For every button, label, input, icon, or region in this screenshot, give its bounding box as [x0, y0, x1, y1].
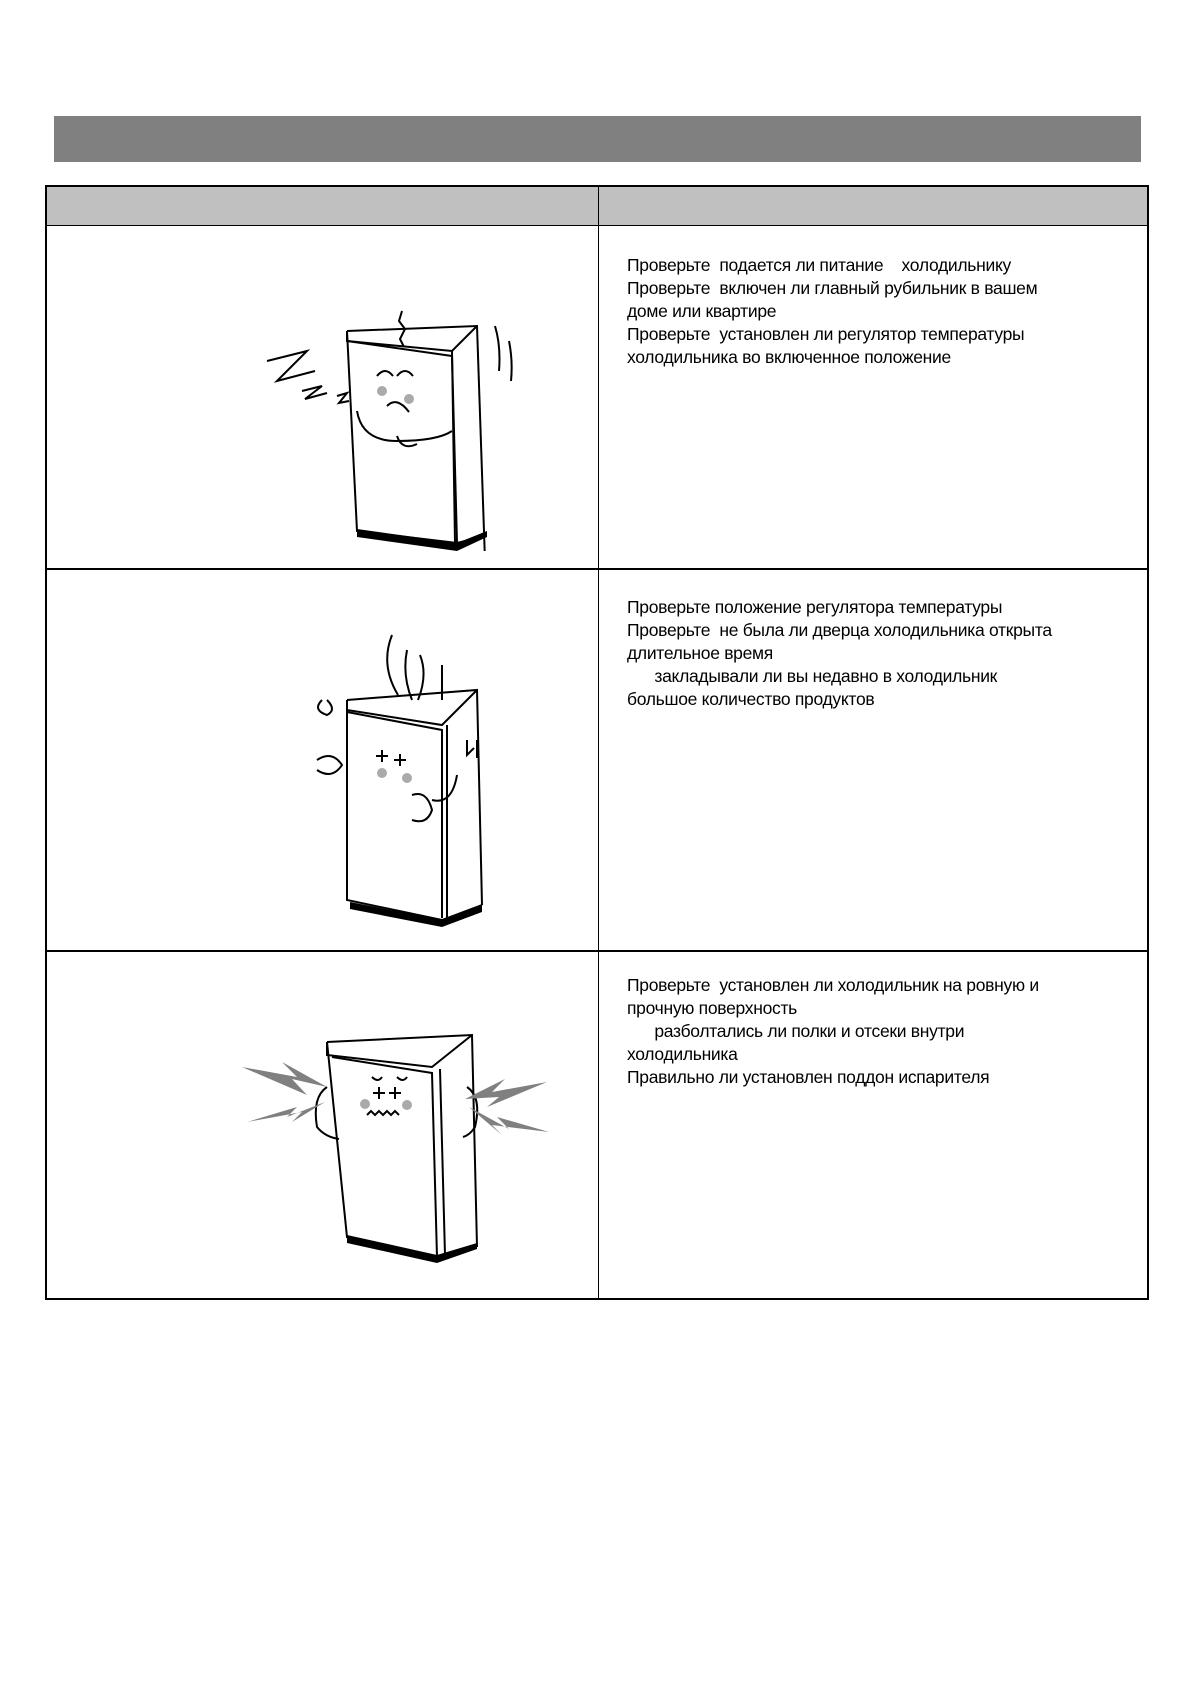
table-row [47, 950, 1147, 1298]
solution-line: холодильника во включенное положение [627, 347, 951, 367]
solution-cell [627, 952, 1137, 1320]
solution-line: Проверьте не была ли дверца холодильника открыта [627, 620, 1052, 640]
solution-line: закладывали ли вы недавно в холодильник [627, 666, 998, 686]
solution-line: Проверьте включен ли главный рубильник в вашем [627, 278, 1038, 298]
problem-cell [47, 570, 598, 950]
solution-line: холодильника [627, 1044, 738, 1064]
solution-line: Проверьте подается ли питание холодильнику [627, 255, 1011, 275]
solution-cell [627, 226, 1137, 596]
header-problem [47, 187, 598, 226]
solution-line: Проверьте установлен ли регулятор температуры [627, 324, 1025, 344]
solution-line: Проверьте положение регулятора температуры [627, 597, 1003, 617]
section-title-bar [54, 116, 1141, 162]
solution-line: Проверьте установлен ли холодильник на ровную и [627, 975, 1039, 995]
table-row [47, 568, 1147, 950]
noisy-refrigerator-icon [237, 1007, 557, 1277]
solution-cell [627, 570, 1137, 976]
solution-line: Правильно ли установлен поддон испарителя [627, 1067, 990, 1087]
solution-line: доме или квартире [627, 301, 777, 321]
solution-line: разболтались ли полки и отсеки внутри [627, 1021, 965, 1041]
table-row [47, 226, 1147, 568]
solution-line: большое количество продуктов [627, 689, 875, 709]
solution-line: прочную поверхность [627, 998, 797, 1018]
header-solution [599, 187, 1149, 226]
table-header [47, 187, 1147, 226]
problem-cell [47, 226, 598, 568]
problem-cell [47, 952, 598, 1298]
sleeping-refrigerator-icon [247, 281, 547, 551]
solution-line: длительное время [627, 643, 773, 663]
overheated-refrigerator-icon [292, 630, 532, 930]
troubleshooting-table [45, 185, 1149, 1300]
